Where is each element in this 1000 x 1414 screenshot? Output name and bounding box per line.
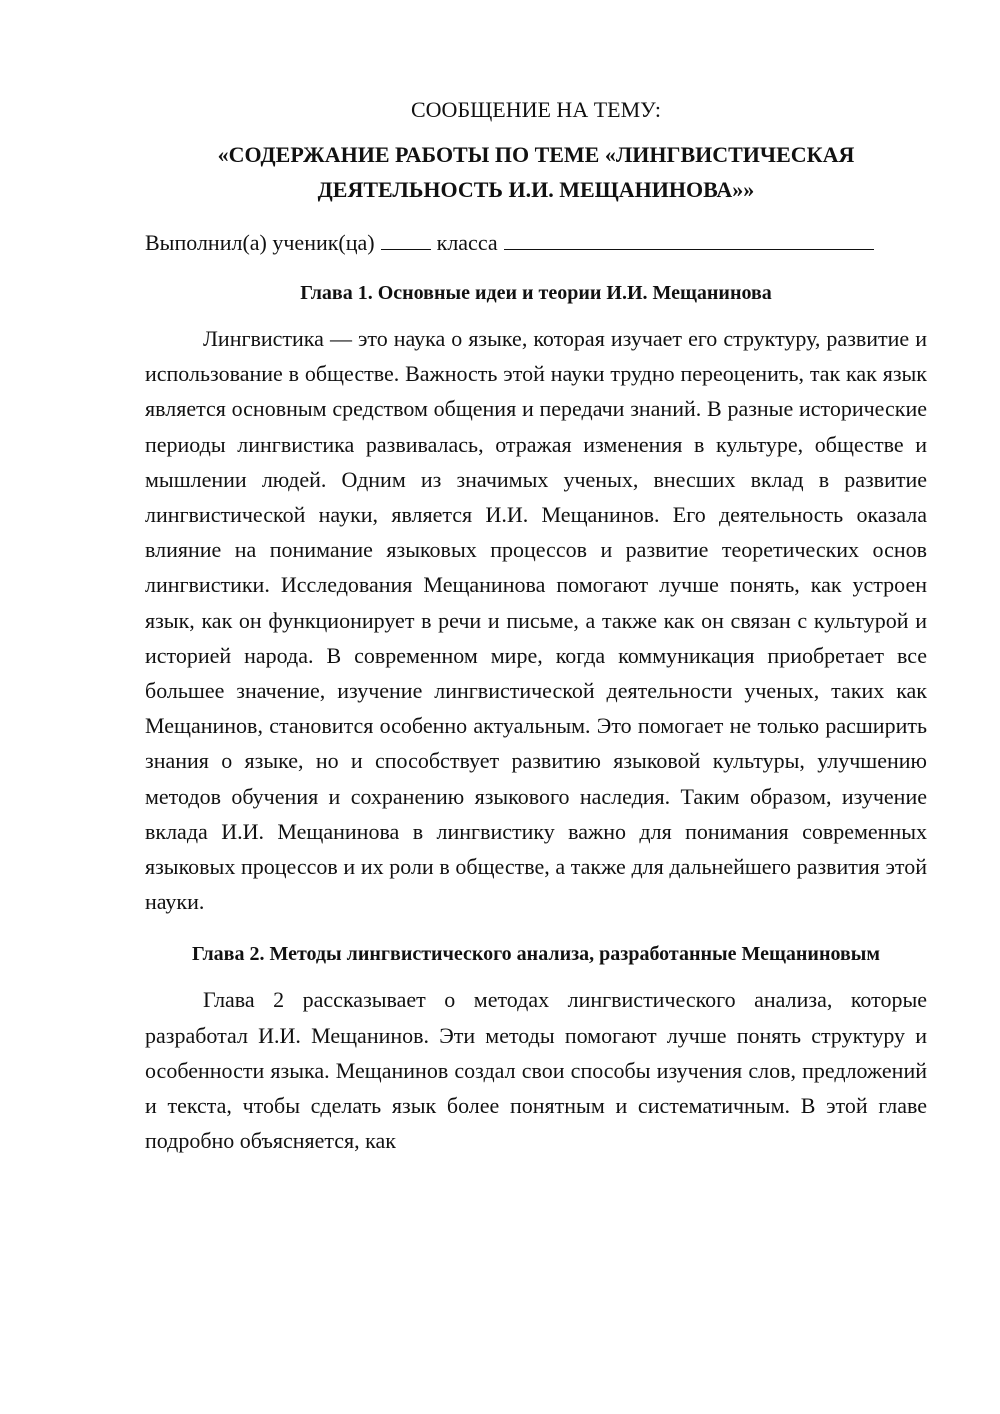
- chapter-2-text: Глава 2 рассказывает о методах лингвистического анализа, которые разработал И.И. Мещанинов. Эти методы помогают лучше понять структуру и особенности языка. Мещанинов создал свои способы изучения слов, предложений и текста, чтобы сделать язык более понятным и систематичным. В этой главе подробно объясняется, как: [145, 987, 927, 1154]
- document-title: «СОДЕРЖАНИЕ РАБОТЫ ПО ТЕМЕ «ЛИНГВИСТИЧЕСКАЯ ДЕЯТЕЛЬНОСТЬ И.И. МЕЩАНИНОВА»»: [217, 142, 855, 202]
- class-label: класса: [436, 230, 498, 255]
- executor-label: Выполнил(а) ученик(ца): [145, 230, 375, 255]
- chapter-1-text: Лингвистика — это наука о языке, которая изучает его структуру, развитие и использование в обществе. Важность этой науки трудно переоценить, так как язык является основным средством общения и передачи знаний. В разные исторические периоды лингвистика развивалась, отражая изменения в культуре, обществе и мышлении людей. Одним из значимых ученых, внесших вклад в развитие лингвистической науки, является И.И. Мещанинов. Его деятельность оказала влияние на понимание языковых процессов и развитие теоретических основ лингвистики. Исследования Мещанинова помогают лучше понять, как устроен язык, как он функционирует в речи и письме, а также как он связан с культурой и историей народа. В современном мире, когда коммуникация приобретает все большее значение, изучение лингвистической деятельности ученых, таких как Мещанинов, становится особенно актуальным. Это помогает не только расширить знания о языке, но и способствует развитию языковой культуры, улучшению методов обучения и сохранению языкового наследия. Таким образом, изучение вклада И.И. Мещанинова в лингвистику важно для понимания современных языковых процессов и их роли в обществе, а также для дальнейшего развития этой науки.: [145, 326, 927, 915]
- document-page: [145, 92, 927, 1158]
- grade-blank-field: [381, 229, 431, 250]
- class-blank-field: [504, 229, 874, 250]
- chapter-1-heading: Глава 1. Основные идеи и теории И.И. Мещанинова: [300, 282, 772, 304]
- document-header: СООБЩЕНИЕ НА ТЕМУ:: [411, 97, 661, 122]
- executor-line: [145, 225, 927, 260]
- chapter-2-heading: Глава 2. Методы лингвистического анализа, разработанные Мещаниновым: [191, 943, 881, 966]
